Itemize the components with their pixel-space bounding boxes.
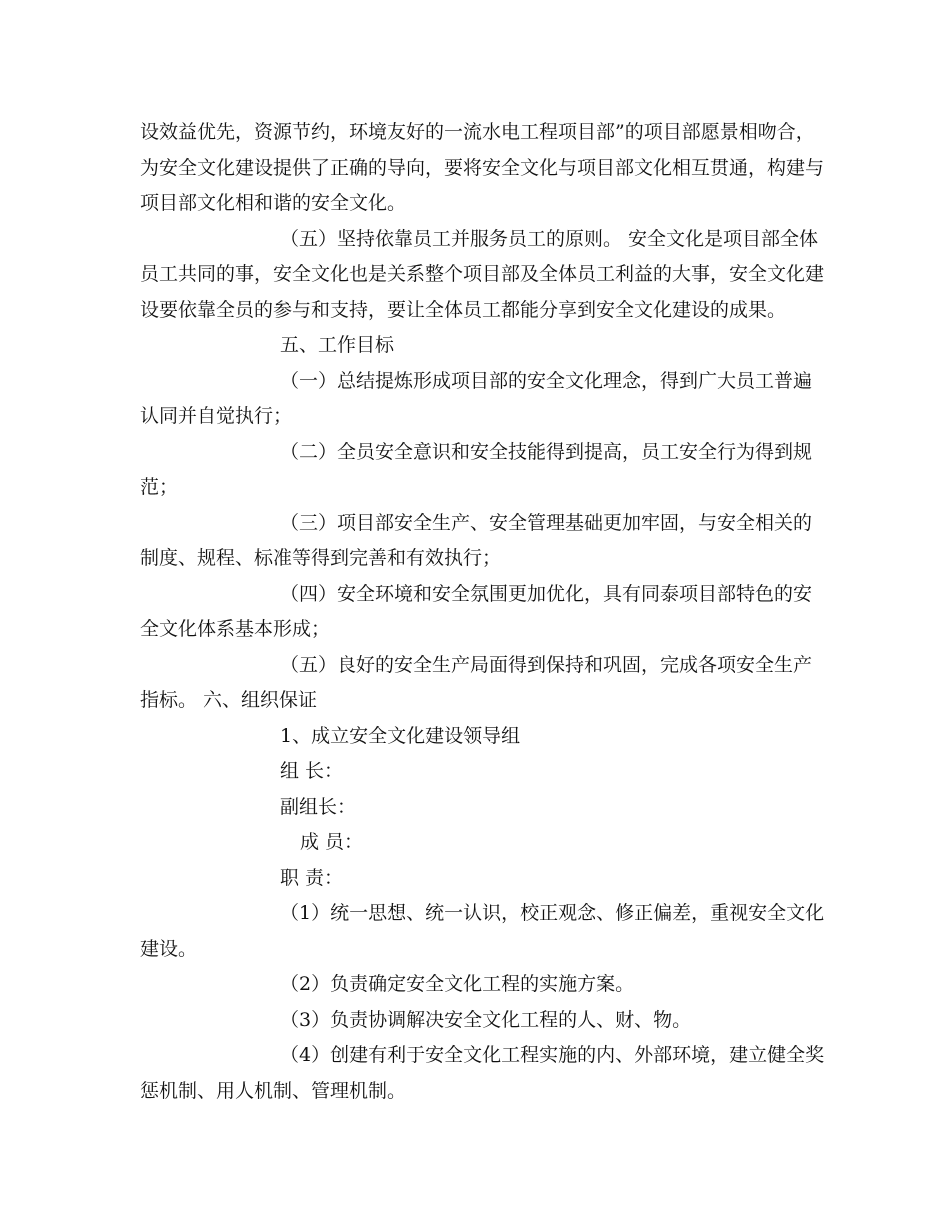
role-label-leader: 组 长：: [280, 760, 344, 782]
paragraph-line: 设效益优先，资源节约，环境友好的一流水电工程项目部”的项目部愿景相吻合，: [140, 121, 815, 143]
duty-item: （4）创建有利于安全文化工程实施的内、外部环境，建立健全奖: [280, 1044, 825, 1066]
duty-item: （3）负责协调解决安全文化工程的人、财、物。: [280, 1008, 692, 1031]
paragraph-line: 全文化体系基本形成；: [140, 618, 331, 640]
role-label-deputy: 副组长：: [280, 795, 357, 818]
paragraph-line: 为安全文化建设提供了正确的导向，要将安全文化与项目部文化相互贯通，构建与: [140, 156, 825, 179]
paragraph-line: 指标。 六、组织保证: [140, 689, 318, 711]
duty-item: （1）统一思想、统一认识，校正观念、修正偏差，重视安全文化: [280, 902, 825, 924]
paragraph-line: 项目部文化相和谐的安全文化。: [140, 192, 407, 214]
paragraph-line: （五）良好的安全生产局面得到保持和巩固，完成各项安全生产: [280, 653, 813, 676]
paragraph-line: 范；: [140, 476, 179, 498]
paragraph-line: 制度、规程、标准等得到完善和有效执行；: [140, 547, 502, 569]
duty-item: （2）负责确定安全文化工程的实施方案。: [280, 973, 635, 995]
duty-item: 惩机制、用人机制、管理机制。: [140, 1079, 407, 1102]
paragraph-line: （一）总结提炼形成项目部的安全文化理念，得到广大员工普遍: [280, 369, 813, 392]
document-body: [140, 115, 825, 1109]
paragraph-line: （四）安全环境和安全氛围更加优化，具有同泰项目部特色的安: [280, 582, 813, 605]
role-label-duties: 职 责：: [280, 866, 344, 889]
role-label-members: 成 员：: [300, 831, 364, 853]
paragraph-line: 员工共同的事，安全文化也是关系整个项目部及全体员工利益的大事，安全文化建: [140, 263, 825, 285]
paragraph-line: （三）项目部安全生产、安全管理基础更加牢固，与安全相关的: [280, 511, 813, 534]
subsection-heading: 1、成立安全文化建设领导组: [280, 724, 521, 747]
paragraph-line: （二）全员安全意识和安全技能得到提高，员工安全行为得到规: [280, 440, 813, 463]
paragraph-line: （五）坚持依靠员工并服务员工的原则。 安全文化是项目部全体: [280, 227, 819, 250]
duty-item: 建设。: [140, 937, 198, 960]
paragraph-line: 设要依靠全员的参与和支持，要让全体员工都能分享到安全文化建设的成果。: [140, 298, 787, 321]
section-heading: 五、工作目标: [280, 334, 395, 356]
paragraph-line: 认同并自觉执行；: [140, 405, 293, 427]
